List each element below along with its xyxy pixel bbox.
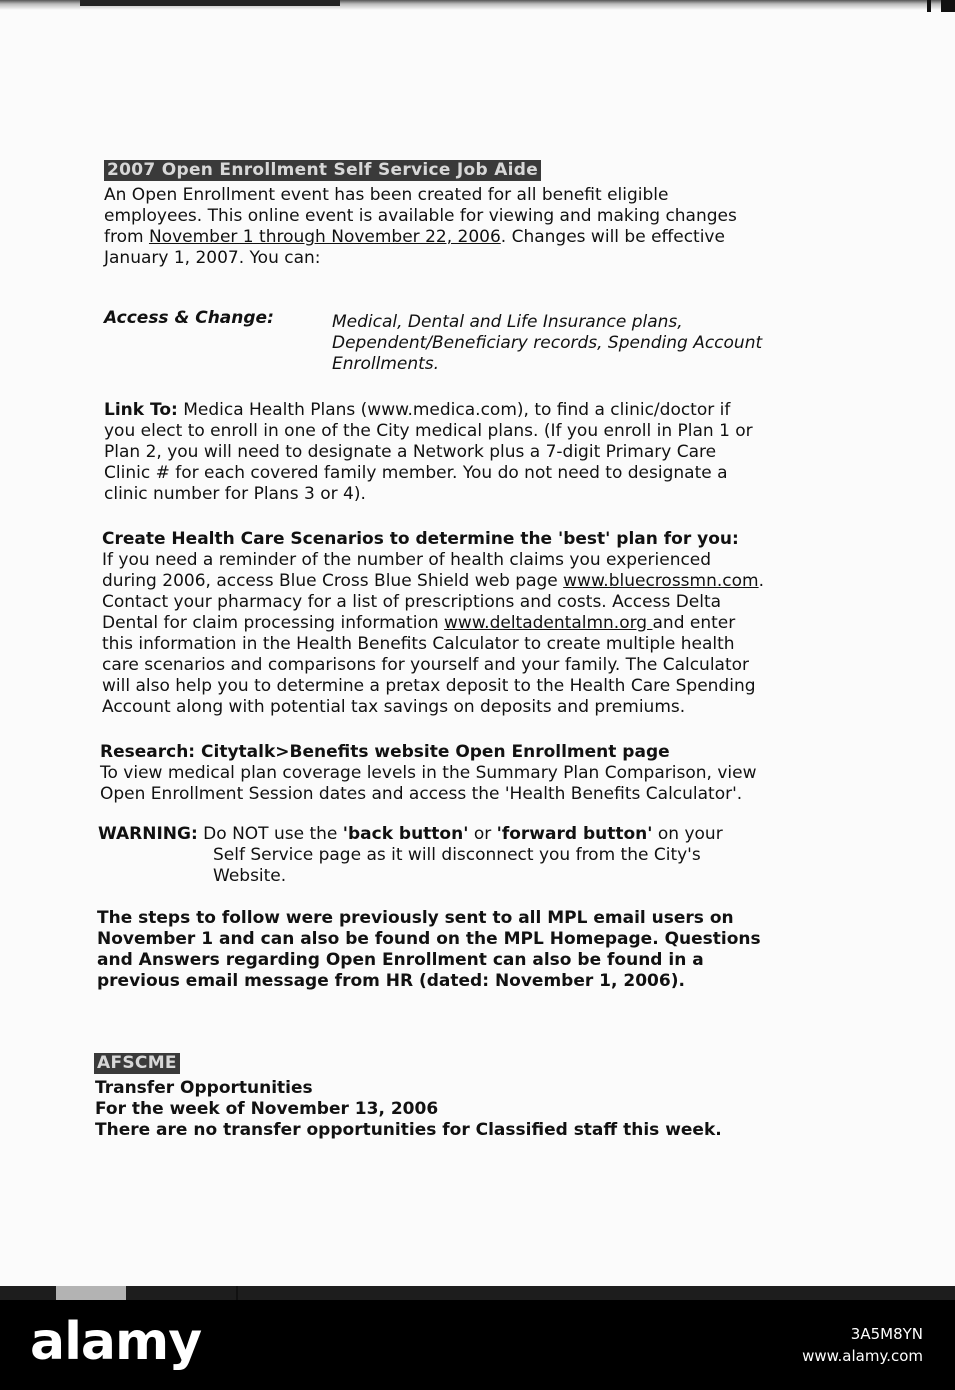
intro-text: . Changes will be effective (500, 227, 725, 247)
access-description (332, 312, 762, 375)
steps-line: The steps to follow were previously sent to all MPL email users on (97, 908, 734, 928)
scenarios-text: Dental for claim processing information (102, 613, 445, 633)
steps-line: and Answers regarding Open Enrollment can also be found in a (97, 950, 704, 970)
scan-bottom-band (0, 1286, 955, 1300)
warning-text: Do NOT use the (197, 824, 343, 844)
research-line: Open Enrollment Session dates and access the 'Health Benefits Calculator'. (100, 784, 743, 804)
intro-text: from (104, 227, 149, 247)
link-to-line: clinic number for Plans 3 or 4). (104, 484, 366, 504)
steps-line: November 1 and can also be found on the MPL Homepage. Questions (97, 929, 761, 949)
link-to-text: Medica Health Plans (www.medica.com), to find a clinic/doctor if (177, 400, 731, 420)
scenarios-line (102, 571, 764, 592)
scenarios-line (102, 613, 764, 634)
warning-text: on your (652, 824, 723, 844)
intro-paragraph (104, 185, 737, 269)
scenarios-paragraph (102, 529, 764, 718)
scenarios-text: during 2006, access Blue Cross Blue Shield web page (102, 571, 564, 591)
bluecross-link[interactable]: www.bluecrossmn.com (563, 571, 759, 591)
afscme-line: Transfer Opportunities (95, 1078, 313, 1098)
scenarios-line: If you need a reminder of the number of health claims you experienced (102, 550, 712, 570)
watermark-info (802, 1323, 923, 1367)
scenarios-line: Contact your pharmacy for a list of prescriptions and costs. Access Delta (102, 592, 722, 612)
intro-line: An Open Enrollment event has been created for all benefit eligible (104, 185, 669, 205)
link-to-label: Link To: (104, 400, 178, 420)
scenarios-line: will also help you to determine a pretax deposit to the Health Care Spending (102, 676, 756, 696)
warning-line: Website. (213, 866, 287, 886)
warning-line (98, 824, 723, 845)
access-line: Dependent/Beneficiary records, Spending Account (332, 333, 763, 353)
scenarios-line: this information in the Health Benefits Calculator to create multiple health (102, 634, 735, 654)
link-to-line (104, 400, 753, 421)
scenarios-text: and enter (652, 613, 736, 633)
afscme-line: There are no transfer opportunities for Classified staff this week. (95, 1120, 722, 1140)
warning-continuation (213, 845, 701, 887)
afscme-paragraph (95, 1078, 722, 1141)
afscme-line: For the week of November 13, 2006 (95, 1099, 439, 1119)
afscme-heading-block (94, 1053, 180, 1074)
intro-line (104, 227, 737, 248)
access-label: Access & Change: (104, 308, 274, 328)
scan-corner-mark (941, 0, 955, 12)
steps-paragraph (97, 908, 761, 992)
scan-top-mark (80, 0, 340, 6)
warning-text: or (468, 824, 497, 844)
afscme-label: AFSCME (94, 1053, 180, 1074)
back-button-text: 'back button' (342, 824, 469, 844)
scenarios-text: . (758, 571, 764, 591)
scan-corner-mark (927, 0, 931, 12)
link-to-paragraph (104, 400, 753, 505)
link-to-line: Plan 2, you will need to designate a Network plus a 7-digit Primary Care (104, 442, 717, 462)
forward-button-text: 'forward button' (496, 824, 653, 844)
intro-line: employees. This online event is available for viewing and making changes (104, 206, 737, 226)
steps-line: previous email message from HR (dated: November 1, 2006). (97, 971, 685, 991)
research-line: To view medical plan coverage levels in the Summary Plan Comparison, view (100, 763, 757, 783)
research-heading: Research: Citytalk>Benefits website Open Enrollment page (100, 742, 670, 762)
research-paragraph (100, 742, 756, 805)
warning-line: Self Service page as it will disconnect you from the City's (213, 845, 701, 865)
scan-bottom-gap (56, 1286, 126, 1300)
watermark-logo: alamy (30, 1312, 202, 1372)
page-title: 2007 Open Enrollment Self Service Job Aide (104, 160, 541, 181)
scan-bottom-tick (236, 1286, 238, 1300)
watermark-image-id: 3A5M8YN (850, 1325, 923, 1343)
link-to-line: you elect to enroll in one of the City medical plans. (If you enroll in Plan 1 or (104, 421, 753, 441)
heading-block (104, 160, 541, 181)
access-line: Medical, Dental and Life Insurance plans, (332, 312, 683, 332)
warning-label: WARNING: (98, 824, 198, 844)
warning-paragraph (98, 824, 723, 845)
scenarios-heading: Create Health Care Scenarios to determine the 'best' plan for you: (102, 529, 739, 549)
link-to-line: Clinic # for each covered family member. You do not need to designate a (104, 463, 728, 483)
scenarios-line: Account along with potential tax savings on deposits and premiums. (102, 697, 686, 717)
watermark-url: www.alamy.com (802, 1347, 923, 1365)
scenarios-line: care scenarios and comparisons for yourself and your family. The Calculator (102, 655, 750, 675)
intro-line: January 1, 2007. You can: (104, 248, 321, 268)
deltadental-link[interactable]: www.deltadentalmn.org (444, 613, 653, 633)
enrollment-dates: November 1 through November 22, 2006 (148, 227, 501, 247)
access-line: Enrollments. (332, 354, 440, 374)
